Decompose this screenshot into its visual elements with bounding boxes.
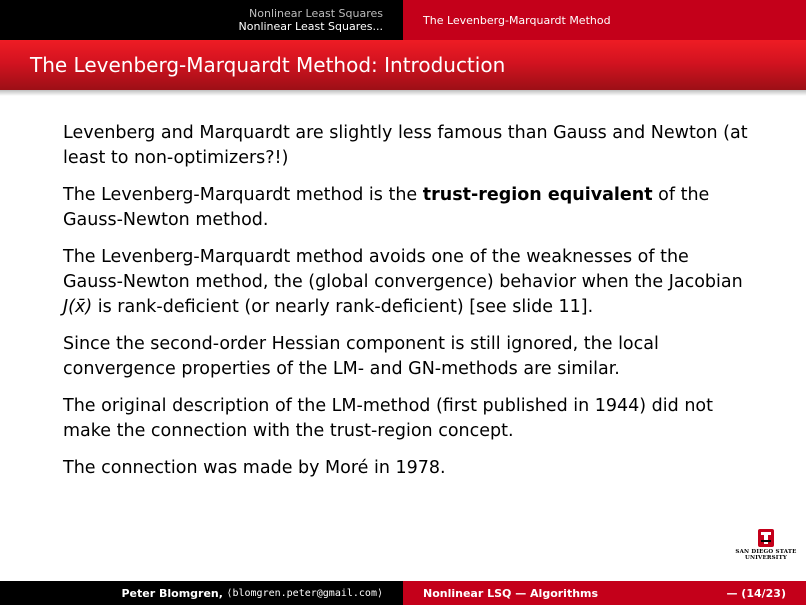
university-logo — [730, 527, 802, 567]
paragraph-4: Since the second-order Hessian component is still ignored, the local convergence properties of the LM- and GN-methods are similar. — [63, 334, 659, 379]
header-section-link[interactable]: Nonlinear Least Squares — [249, 7, 383, 20]
paragraph-3-text-b: is rank-deficient (or nearly rank-deficient) [see slide 11]. — [92, 297, 594, 317]
jacobian-math: J(x̄) — [63, 297, 93, 317]
footer-page-number: — (14/23) — [726, 586, 786, 600]
header-navigation-left — [0, 0, 403, 40]
logo-text-line-2: UNIVERSITY — [745, 555, 787, 561]
frame-title-bar — [0, 40, 806, 90]
paragraph-3 — [63, 245, 753, 320]
frame-title: The Levenberg-Marquardt Method: Introduction — [30, 53, 506, 77]
footer-author: Peter Blomgren, — [121, 586, 223, 600]
footer-right — [403, 581, 806, 605]
slide-content — [63, 121, 753, 493]
header-bar — [0, 0, 806, 40]
paragraph-2-bold: trust-region equivalent — [422, 185, 653, 205]
logo-text-line-1: SAN DIEGO STATE — [735, 549, 797, 555]
header-navigation-right — [403, 0, 806, 40]
sdsu-emblem-icon — [755, 527, 777, 549]
paragraph-6: The connection was made by Moré in 1978. — [63, 458, 446, 478]
paragraph-2-text-b: of the Gauss-Newton method. — [63, 185, 710, 230]
paragraph-3-text-a: The Levenberg-Marquardt method avoids one of the weaknesses of the Gauss-Newton method, the (global convergence) behavior when the Jacobian — [63, 247, 743, 292]
paragraph-2-text-a: The Levenberg-Marquardt method is the — [63, 185, 423, 205]
header-current-section-link[interactable]: The Levenberg-Marquardt Method — [423, 13, 611, 27]
paragraph-1: Levenberg and Marquardt are slightly less famous than Gauss and Newton (at least to non-optimizers?!) — [63, 123, 748, 168]
paragraph-2 — [63, 183, 753, 233]
footer-left — [0, 581, 403, 605]
footer-short-title: Nonlinear LSQ — Algorithms — [423, 586, 599, 600]
header-subsection-link[interactable]: Nonlinear Least Squares... — [238, 20, 383, 33]
footer-bar — [0, 581, 806, 605]
footer-email: ⟨blomgren.peter@gmail.com⟩ — [226, 587, 383, 599]
paragraph-5: The original description of the LM-method (first published in 1944) did not make the connection with the trust-region concept. — [63, 396, 713, 441]
